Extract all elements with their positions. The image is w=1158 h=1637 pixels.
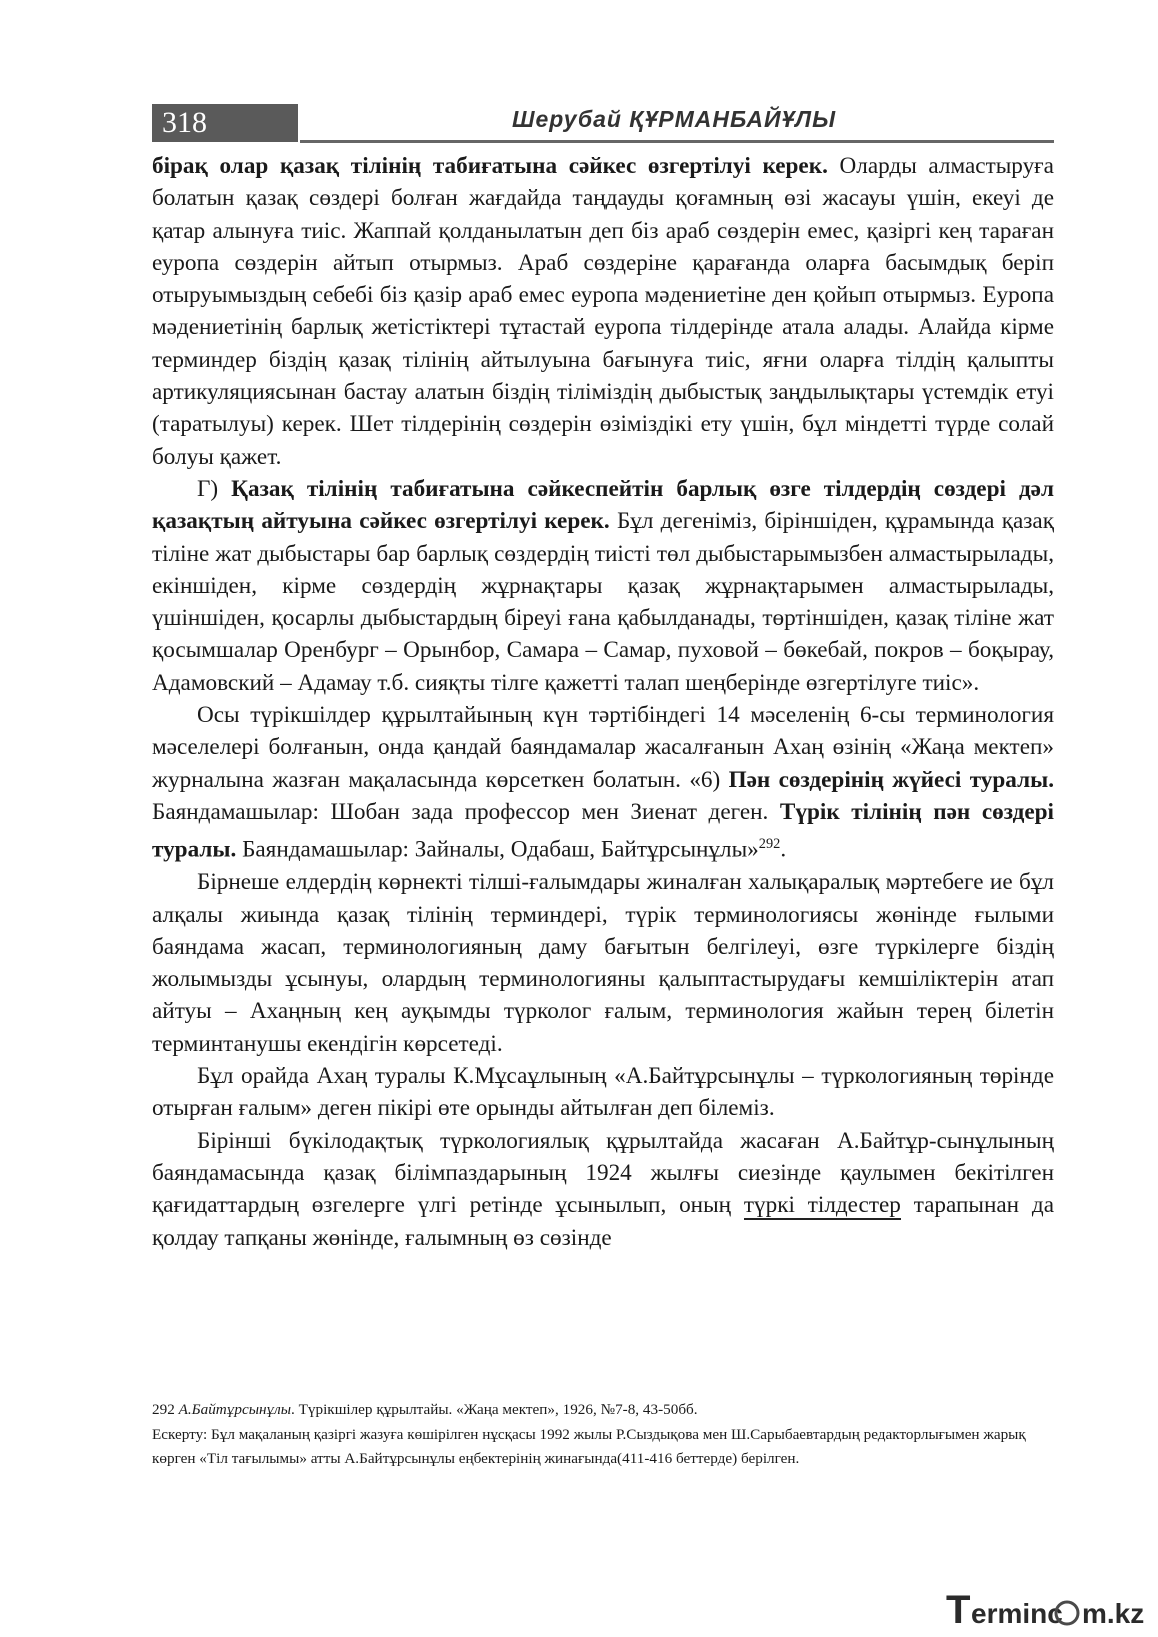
- footnote: [152, 1398, 1054, 1423]
- main-text: [152, 150, 1054, 1254]
- bold-text-run: Пән сөздерінің жүйесі туралы.: [728, 766, 1054, 793]
- text-run: Г): [197, 475, 232, 502]
- watermark-word: erminc: [971, 1598, 1063, 1629]
- paragraph: [152, 1060, 1054, 1125]
- text-run: Бұл дегеніміз, біріншіден, құрамында қазақ тіліне жат дыбыстары бар барлық сөздердің тиісті төл дыбыстарымызбен алмастырылады, екіншіден, кірме сөздердің жұрнақтары қазақ жұрнақтарымен алмастырылады, үшіншіден, қосарлы дыбыстардың біреуі ғана қабылданады, төртіншіден, қазақ тіліне жат қосымшалар Оренбург – Орынбор, Самара – Самар, пуховой – бөкебай, покров – боқырау, Адамовский – Адамау т.б. сияқты тілге қажетті талап шеңберінде өзгертілуге тиіс».: [152, 508, 1054, 696]
- text-run: 292: [152, 1401, 179, 1418]
- text-run: .: [780, 836, 787, 863]
- text-run: тарапынан да қолдау тапқаны жөнінде, ғалымның өз сөзінде: [152, 1192, 1054, 1251]
- text-run: Осы түрікшілдер құрылтайының күн тәртібіндегі 14 мәселенің 6-сы терминология мәселелері болғанын, онда қандай баяндамалар жасалғанын Ахаң өзінің «Жаңа мектеп» журналына жазған мақаласында көрсеткен болатын. «6): [152, 702, 1054, 793]
- running-head: Шерубай ҚҰРМАНБАЙҰЛЫ: [512, 106, 837, 132]
- footnote-ref: 292: [758, 836, 781, 853]
- paragraph: [152, 866, 1054, 1060]
- text-run: Баяндамашылар: Зайналы, Одабаш, Байтұрсынұлы»: [236, 836, 759, 863]
- text-run: А.Байтұрсынұлы: [178, 1401, 292, 1418]
- text-run: Оларды алмастыруға болатын қазақ сөздері болған жағдайда таңдауды қоғамның өзі жасауы үшін, екеуі де қатар алынуға тиіс. Жаппай қолданылатын деп біз араб сөздерін емес, қазіргі кең тараған еуропа сөздерін айтып отырмыз. Араб сөздеріне қарағанда оларға басымдық беріп отыруымыздың себебі біз қазір араб емес еуропа мәдениетіне ден қойып отырмыз. Еуропа мәдениетінің барлық жетістіктері тұтастай еуропа тілдерінде атала алады. Алайда кірме терминдер біздің қазақ тілінің айтылуына бағынуға тиіс, яғни оларға тілдің қалыпты артикуляциясынан бастау алатын біздің тіліміздің дыбыстық заңдылықтары үстемдік етуі (таратылуы) керек. Шет тілдерінің сөздерін өзіміздікі ету үшін, бұл міндетті түрде солай болуы қажет.: [152, 153, 1054, 470]
- bold-text-run: Түрік тілінің пән сөздері туралы.: [152, 798, 1054, 863]
- text-run: Бұл орайда Ахаң туралы К.Мұсаұлының «А.Байтұрсынұлы – түркологияның төрінде отырған ғалым» деген пікірі өте орынды айтылған деп білеміз.: [152, 1063, 1054, 1122]
- page-number: 318: [152, 104, 298, 142]
- paragraph: [152, 1125, 1054, 1254]
- page-header: [152, 104, 1054, 144]
- watermark-suffix: m.kz: [1082, 1598, 1145, 1629]
- header-rule: [300, 140, 1054, 143]
- text-run: Баяндамашылар: Шобан зада профессор мен Зиенат деген.: [152, 798, 780, 825]
- bold-text-run: бірақ олар қазақ тілінің табиғатына сәйкес өзгертілуі керек.: [152, 153, 828, 179]
- paragraph: [152, 473, 1054, 699]
- footnotes: [152, 1398, 1054, 1472]
- paragraph: [152, 150, 1054, 473]
- footnote: [152, 1423, 1054, 1472]
- text-run: . Түрікшілер құрылтайы. «Жаңа мектеп», 1926, №7-8, 43-50бб.: [291, 1401, 698, 1418]
- text-run: Бірнеше елдердің көрнекті тілші-ғалымдары жиналған халықаралық мәртебеге ие бұл алқалы жиында қазақ тілінің терминдері, түрік терминологиясы жөнінде ғылыми баяндама жасап, терминологияның даму бағытын белгілеуі, өзге түркілерге біздің жолымызды ұсынуы, олардың терминологияны қалыптастырудағы кемшіліктерін атап айтуы – Ахаңның кең ауқымды түрколог ғалым, терминология жайын терең білетін терминтанушы екендігін көрсетеді.: [152, 869, 1054, 1057]
- bold-text-run: Қазақ тілінің табиғатына сәйкеспейтін барлық өзге тілдердің сөздері дәл қазақтың айтуына сәйкес өзгертілуі керек.: [152, 475, 1054, 535]
- paragraph: [152, 699, 1054, 866]
- text-run: түркі тілдестер: [743, 1192, 901, 1219]
- text-run: Бірінші бүкілодақтық түркологиялық құрылтайда жасаған А.Байтұр-сынұлының баяндамасында қазақ білімпаздарының 1924 жылғы сиезінде қаулымен бекітілген қағидаттардың өзгелерге үлгі ретінде ұсынылып, оның: [152, 1127, 1054, 1219]
- text-run: Ескерту: Бұл мақаланың қазіргі жазуға көшірілген нұсқасы 1992 жылы Р.Сыздықова мен Ш.Сарыбаевтардың редакторлығымен жарық көрген «Тіл тағылымы» атты А.Байтұрсынұлы еңбектерінің жинағында(411-416 беттерде) берілген.: [152, 1425, 1026, 1467]
- terminkom-watermark-logo: [946, 1585, 1146, 1635]
- watermark-letter-t: T: [946, 1588, 971, 1632]
